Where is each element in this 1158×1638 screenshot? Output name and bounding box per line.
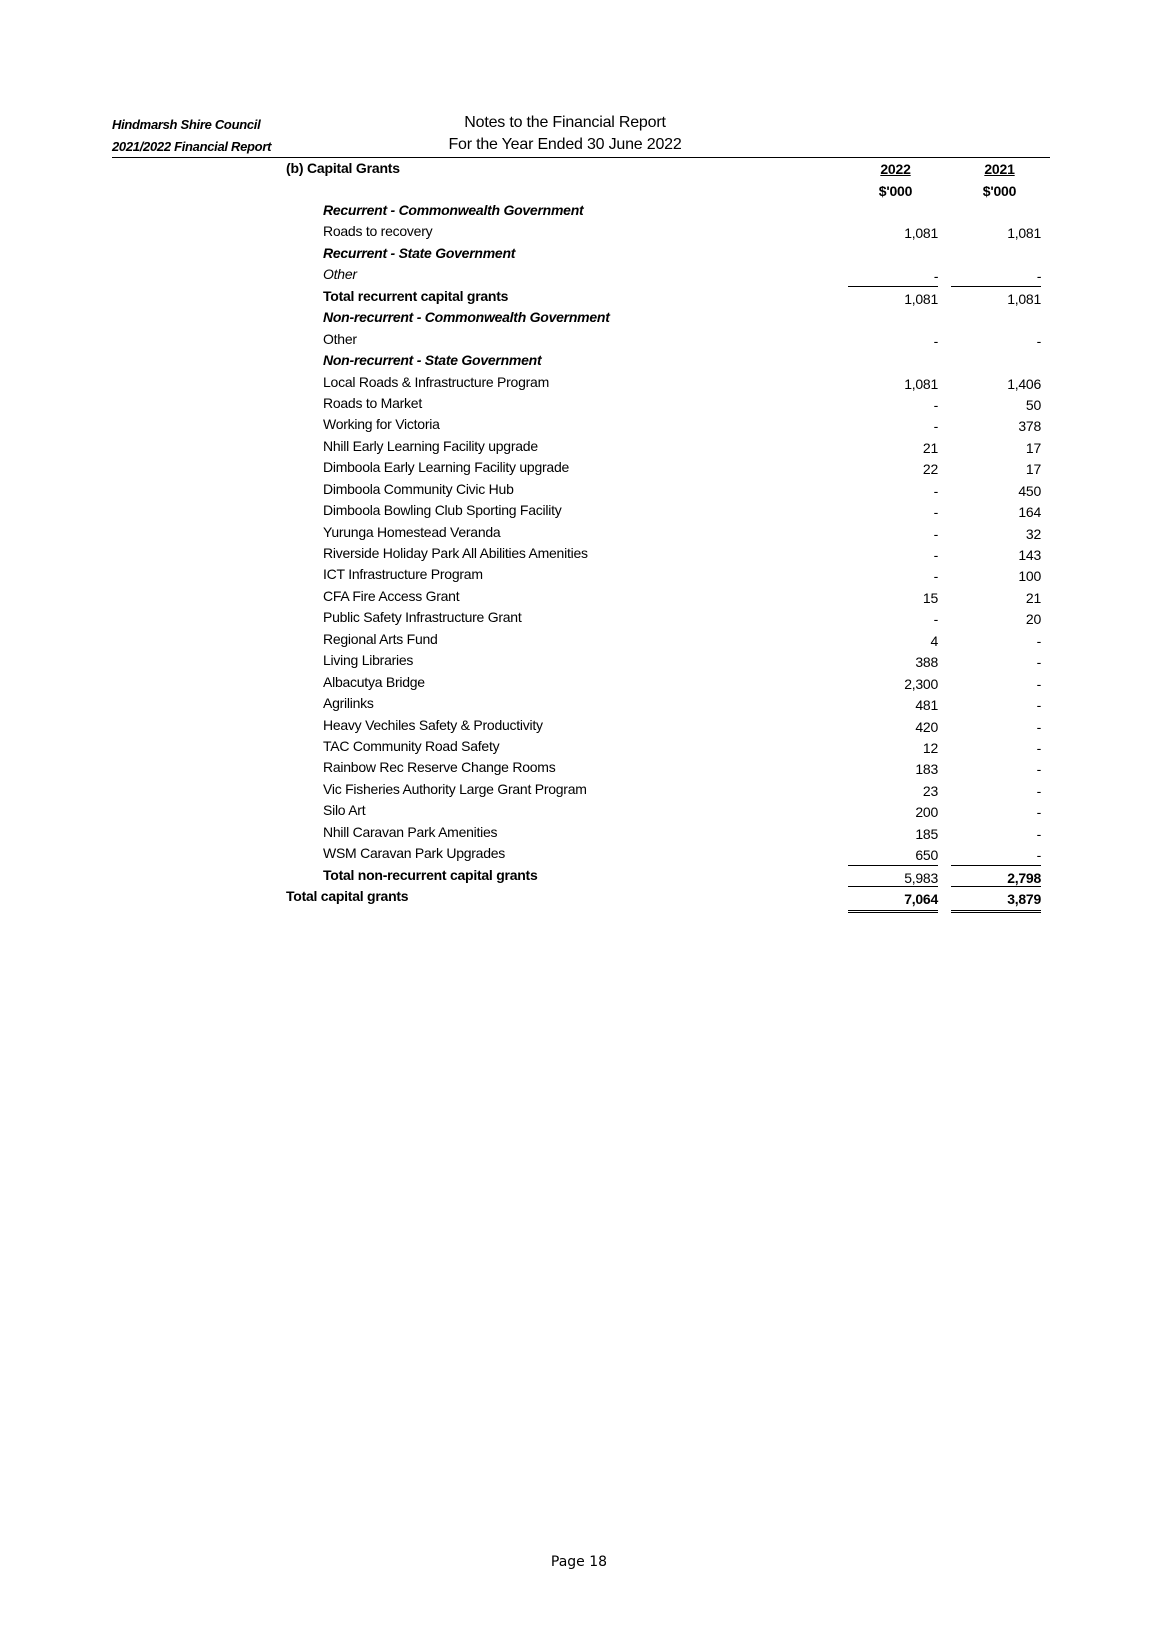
value-2021: - xyxy=(1036,654,1041,671)
value-2022: 4 xyxy=(930,632,938,649)
value-2021: 17 xyxy=(1025,461,1041,478)
table-row xyxy=(0,693,1158,714)
row-label: Silo Art xyxy=(323,802,366,819)
table-row xyxy=(0,629,1158,650)
row-label: Regional Arts Fund xyxy=(323,630,438,647)
row-label: Recurrent - State Government xyxy=(323,244,516,261)
row-label: Non-recurrent - State Government xyxy=(323,352,542,369)
value-2022: 12 xyxy=(922,739,938,756)
row-label: Living Libraries xyxy=(323,652,414,669)
value-2022: 1,081 xyxy=(904,225,938,242)
row-label: Non-recurrent - Commonwealth Government xyxy=(323,309,610,326)
value-2021: 3,879 xyxy=(951,886,1041,913)
row-label: Rainbow Rec Reserve Change Rooms xyxy=(323,759,556,776)
row-label: Total non-recurrent capital grants xyxy=(323,866,538,883)
table-row xyxy=(0,715,1158,736)
table-row xyxy=(0,479,1158,500)
column-unit: $'000 xyxy=(982,183,1017,199)
table-row xyxy=(0,200,1158,221)
table-row xyxy=(0,586,1158,607)
table-row xyxy=(0,800,1158,821)
row-label: CFA Fire Access Grant xyxy=(323,587,460,604)
column-header-2021 xyxy=(952,158,1047,202)
value-2021: - xyxy=(1036,632,1041,649)
value-2021: 20 xyxy=(1025,611,1041,628)
value-2022: - xyxy=(933,418,938,435)
table-row xyxy=(0,500,1158,521)
table-row xyxy=(0,757,1158,778)
value-2022: 15 xyxy=(922,589,938,606)
value-2022: - xyxy=(933,525,938,542)
value-2022: 5,983 xyxy=(848,865,938,889)
value-2021: 1,081 xyxy=(951,286,1041,310)
table-row xyxy=(0,372,1158,393)
value-2022: - xyxy=(933,568,938,585)
row-label: Recurrent - Commonwealth Government xyxy=(323,202,584,218)
section-title: (b) Capital Grants xyxy=(286,160,400,176)
value-2021: 378 xyxy=(1018,418,1041,435)
capital-grants-table xyxy=(0,200,1158,907)
row-label: Total capital grants xyxy=(286,888,409,904)
value-2021: 1,081 xyxy=(1007,225,1041,242)
table-row xyxy=(0,329,1158,350)
table-row xyxy=(0,286,1158,307)
value-2022: - xyxy=(933,482,938,499)
table-row xyxy=(0,779,1158,800)
value-2021: - xyxy=(1036,847,1041,864)
value-2021: - xyxy=(1036,268,1041,285)
table-row xyxy=(0,736,1158,757)
value-2022: 183 xyxy=(915,761,938,778)
value-2021: - xyxy=(1036,675,1041,692)
council-name: Hindmarsh Shire Council xyxy=(112,117,261,132)
row-label: Other xyxy=(323,330,357,347)
value-2021: - xyxy=(1036,804,1041,821)
row-label: Heavy Vechiles Safety & Productivity xyxy=(323,716,543,733)
table-row xyxy=(0,243,1158,264)
table-row xyxy=(0,457,1158,478)
row-label: Vic Fisheries Authority Large Grant Program xyxy=(323,780,587,797)
value-2021: - xyxy=(1036,739,1041,756)
value-2022: - xyxy=(933,332,938,349)
value-2022: - xyxy=(933,547,938,563)
row-label: Roads to recovery xyxy=(323,223,433,240)
row-label: Working for Victoria xyxy=(323,416,440,433)
table-row xyxy=(0,522,1158,543)
column-year: 2022 xyxy=(880,161,911,177)
table-row xyxy=(0,264,1158,285)
row-label: Albacutya Bridge xyxy=(323,673,425,690)
row-label: Public Safety Infrastructure Grant xyxy=(323,609,522,626)
value-2022: 21 xyxy=(922,439,938,456)
table-row xyxy=(0,414,1158,435)
row-label: Dimboola Bowling Club Sporting Facility xyxy=(323,502,562,519)
value-2021: - xyxy=(1036,761,1041,778)
row-label: Local Roads & Infrastructure Program xyxy=(323,373,549,390)
table-row xyxy=(0,393,1158,414)
table-row xyxy=(0,221,1158,242)
page-subtitle: For the Year Ended 30 June 2022 xyxy=(448,136,682,153)
report-header-left xyxy=(112,114,312,158)
value-2021: - xyxy=(1036,825,1041,842)
row-label: Roads to Market xyxy=(323,394,422,411)
row-label: TAC Community Road Safety xyxy=(323,737,500,754)
value-2022: 1,081 xyxy=(848,286,938,310)
table-row xyxy=(0,350,1158,371)
table-row xyxy=(0,436,1158,457)
column-year: 2021 xyxy=(984,161,1015,177)
value-2022: 420 xyxy=(915,718,938,735)
value-2022: 22 xyxy=(922,461,938,478)
value-2022: - xyxy=(933,396,938,413)
value-2021: 17 xyxy=(1025,439,1041,456)
row-label: Agrilinks xyxy=(323,695,374,712)
report-name: 2021/2022 Financial Report xyxy=(112,139,272,154)
page-title: Notes to the Financial Report xyxy=(464,114,666,131)
table-row xyxy=(0,865,1158,886)
row-label: Dimboola Community Civic Hub xyxy=(323,480,514,497)
row-label: Total recurrent capital grants xyxy=(323,287,509,304)
value-2021: - xyxy=(1036,718,1041,735)
value-2022: 7,064 xyxy=(848,886,938,913)
table-row xyxy=(0,650,1158,671)
row-label: Nhill Early Learning Facility upgrade xyxy=(323,437,538,454)
table-row xyxy=(0,543,1158,564)
table-row xyxy=(0,607,1158,628)
value-2021: 21 xyxy=(1025,589,1041,606)
value-2022: - xyxy=(933,268,938,285)
value-2022: 650 xyxy=(915,847,938,864)
row-label: ICT Infrastructure Program xyxy=(323,566,483,583)
value-2022: 23 xyxy=(922,782,938,799)
table-row xyxy=(0,843,1158,864)
row-label: Riverside Holiday Park All Abilities Amenities xyxy=(323,545,588,561)
value-2021: 164 xyxy=(1018,504,1041,521)
row-label: Yurunga Homestead Veranda xyxy=(323,523,501,540)
value-2022: 1,081 xyxy=(904,375,938,392)
table-row xyxy=(0,307,1158,328)
row-label: Other xyxy=(323,266,357,283)
value-2021: 1,406 xyxy=(1007,375,1041,392)
column-unit: $'000 xyxy=(878,183,913,199)
value-2021: 143 xyxy=(1018,547,1041,563)
value-2022: 481 xyxy=(915,697,938,714)
value-2022: - xyxy=(933,611,938,628)
value-2022: 2,300 xyxy=(904,675,938,692)
value-2021: - xyxy=(1036,697,1041,714)
table-row xyxy=(0,886,1158,907)
page-number: Page 18 xyxy=(550,1554,608,1570)
table-row xyxy=(0,822,1158,843)
row-label: Nhill Caravan Park Amenities xyxy=(323,823,498,840)
value-2022: - xyxy=(933,504,938,521)
value-2022: 185 xyxy=(915,825,938,842)
value-2021: 50 xyxy=(1025,396,1041,413)
value-2021: - xyxy=(1036,332,1041,349)
row-label: Dimboola Early Learning Facility upgrade xyxy=(323,459,570,476)
value-2021: 32 xyxy=(1025,525,1041,542)
table-row xyxy=(0,672,1158,693)
value-2021: - xyxy=(1036,782,1041,799)
row-label: WSM Caravan Park Upgrades xyxy=(323,845,506,862)
report-header-center xyxy=(400,112,730,156)
value-2021: 100 xyxy=(1018,568,1041,585)
column-header-2022 xyxy=(848,158,943,202)
table-row xyxy=(0,564,1158,585)
value-2022: 200 xyxy=(915,804,938,821)
value-2022: 388 xyxy=(915,654,938,671)
value-2021: 2,798 xyxy=(951,865,1041,889)
value-2021: 450 xyxy=(1018,482,1041,499)
